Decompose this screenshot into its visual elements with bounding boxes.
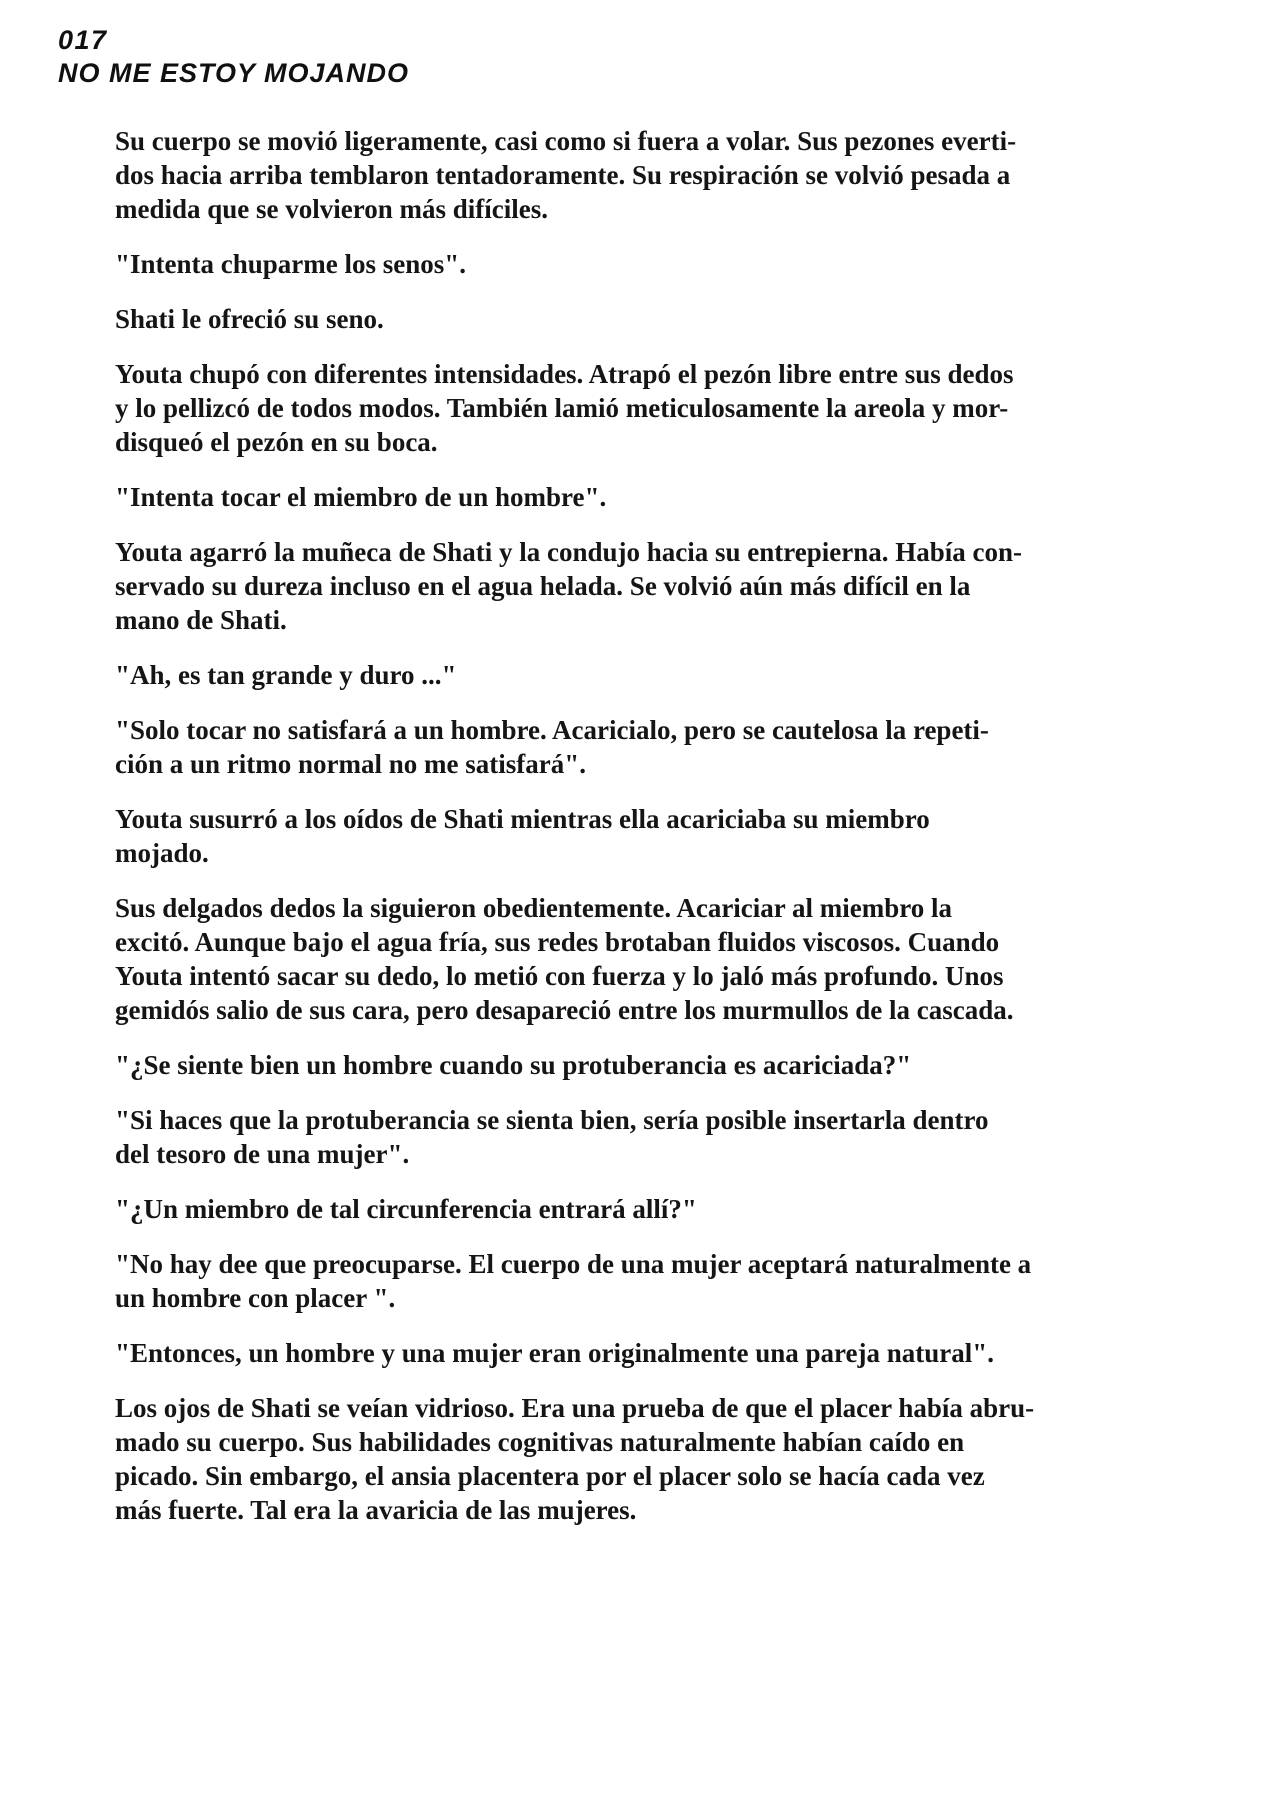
paragraph-dialogue: "Intenta chuparme los senos". xyxy=(115,249,466,279)
paragraph: Sus delgados dedos la siguieron obedientemente. Acariciar al miembro la excitó. Aunque bajo el agua fría, sus redes brotaban fluidos viscosos. Cuando Youta intentó sacar su dedo, lo metió con fuerza y lo jaló más profundo. Unos gemidós salio de sus cara, pero desapareció entre los murmullos de la cascada. xyxy=(115,893,1014,1025)
page-number: 017 xyxy=(58,25,108,55)
paragraph-dialogue: "Ah, es tan grande y duro ..." xyxy=(115,660,457,690)
paragraph-dialogue: "No hay dee que preocuparse. El cuerpo de una mujer aceptará naturalmente a un hombre con placer ". xyxy=(115,1249,1032,1313)
paragraph-dialogue: "Entonces, un hombre y una mujer eran originalmente una pareja natural". xyxy=(115,1338,995,1368)
paragraph-dialogue: "¿Un miembro de tal circunferencia entrará allí?" xyxy=(115,1194,697,1224)
paragraph-dialogue: "Si haces que la protuberancia se sienta bien, sería posible insertarla dentro del tesoro de una mujer". xyxy=(115,1105,989,1169)
chapter-title: NO ME ESTOY MOJANDO xyxy=(58,58,410,88)
paragraph: Los ojos de Shati se veían vidrioso. Era una prueba de que el placer había abru- mado su cuerpo. Sus habilidades cognitivas naturalmente habían caído en picado. Sin embargo, el ansia placentera por el placer solo se hacía cada vez más fuerte. Tal era la avaricia de las mujeres. xyxy=(115,1393,1035,1525)
paragraph: Shati le ofreció su seno. xyxy=(115,304,384,334)
paragraph-dialogue: "Solo tocar no satisfará a un hombre. Acaricialo, pero se cautelosa la repeti- ción a un ritmo normal no me satisfará". xyxy=(115,715,989,779)
paragraph-dialogue: "Intenta tocar el miembro de un hombre". xyxy=(115,482,607,512)
body-text xyxy=(115,124,1195,1548)
paragraph-dialogue: "¿Se siente bien un hombre cuando su protuberancia es acariciada?" xyxy=(115,1050,912,1080)
paragraph: Youta chupó con diferentes intensidades. Atrapó el pezón libre entre sus dedos y lo pellizcó de todos modos. También lamió meticulosamente la areola y mor- disqueó el pezón en su boca. xyxy=(115,359,1014,457)
page-header xyxy=(58,24,409,90)
paragraph: Su cuerpo se movió ligeramente, casi como si fuera a volar. Sus pezones everti- dos hacia arriba temblaron tentadoramente. Su respiración se volvió pesada a medida que se volvieron más difíciles. xyxy=(115,126,1017,224)
paragraph: Youta agarró la muñeca de Shati y la condujo hacia su entrepierna. Había con- servado su dureza incluso en el agua helada. Se volvió aún más difícil en la mano de Shati. xyxy=(115,537,1023,635)
paragraph: Youta susurró a los oídos de Shati mientras ella acariciaba su miembro mojado. xyxy=(115,804,930,868)
